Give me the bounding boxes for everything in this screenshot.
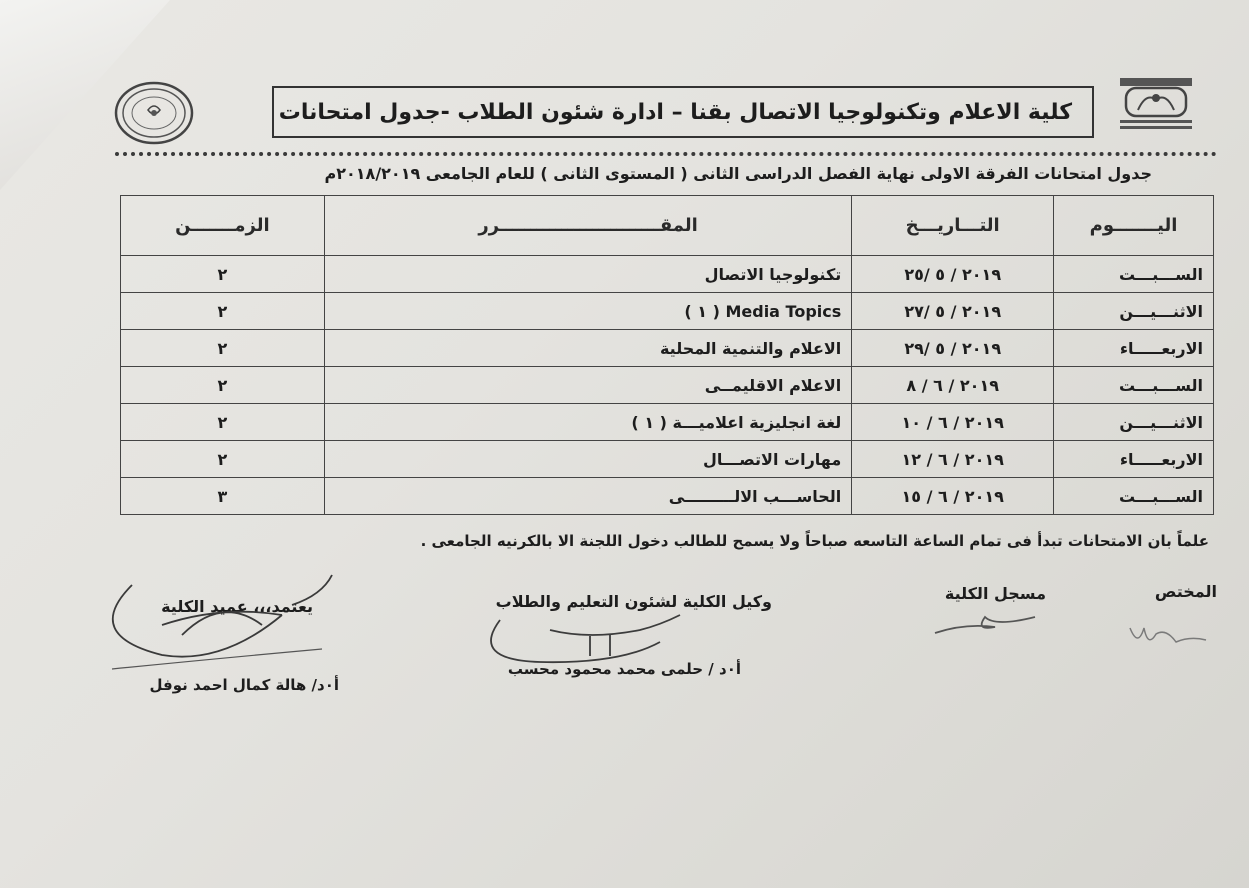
cell-day: الســـبـــت bbox=[1054, 478, 1214, 515]
vice-dean-name: أ٠د / حلمى محمد محمود محسب bbox=[507, 660, 741, 678]
schedule-subtitle: جدول امتحانات الفرقة الاولى نهاية الفصل الدراسى الثانى ( المستوى الثانى ) للعام الجامعى ٢٠١٨/٢٠١٩م bbox=[324, 164, 1152, 183]
college-logo bbox=[1116, 76, 1196, 132]
cell-course: لغة انجليزية اعلاميـــة ( ١ ) bbox=[324, 404, 851, 441]
cell-day: الاربعـــــاء bbox=[1054, 330, 1214, 367]
cell-day: الاربعـــــاء bbox=[1054, 441, 1214, 478]
cell-time: ٢ bbox=[121, 367, 325, 404]
table-row bbox=[121, 441, 1214, 478]
cell-course: Media Topics ( ١ ) bbox=[324, 293, 851, 330]
page-title: كلية الاعلام وتكنولوجيا الاتصال بقنا – ادارة شئون الطلاب -جدول امتحانات bbox=[278, 99, 1072, 125]
page-title-box bbox=[272, 86, 1094, 138]
cell-date: ٢٠١٩ / ٦ / ١٢ bbox=[852, 441, 1054, 478]
header-course: المقــــــــــــــــــــــــــرر bbox=[324, 196, 851, 256]
table-header-row bbox=[121, 196, 1214, 256]
cell-time: ٢ bbox=[121, 441, 325, 478]
dean-name: أ٠د/ هالة كمال احمد نوفل bbox=[149, 676, 339, 694]
vice-dean-title: وكيل الكلية لشئون التعليم والطلاب bbox=[495, 592, 772, 611]
cell-date: ٢٠١٩ / ٦ / ١٠ bbox=[852, 404, 1054, 441]
exam-schedule-table bbox=[120, 195, 1214, 515]
cell-time: ٢ bbox=[121, 293, 325, 330]
header-date: التـــاريـــخ bbox=[852, 196, 1054, 256]
vice-dean-signature bbox=[470, 600, 730, 680]
header-time: الزمـــــــن bbox=[121, 196, 325, 256]
cell-time: ٣ bbox=[121, 478, 325, 515]
reviewer-signature bbox=[1120, 610, 1220, 660]
exam-note: علماً بان الامتحانات تبدأ فى تمام الساعة التاسعه صباحاً ولا يسمح للطالب دخول اللجنة الا بالكرنيه الجامعى . bbox=[420, 532, 1209, 550]
table-row bbox=[121, 293, 1214, 330]
cell-time: ٢ bbox=[121, 256, 325, 293]
cell-date: ٢٠١٩ / ٦ / ١٥ bbox=[852, 478, 1054, 515]
reviewer-title: المختص bbox=[1154, 582, 1217, 601]
table-row bbox=[121, 367, 1214, 404]
cell-date: ٢٠١٩ / ٥ /٢٩ bbox=[852, 330, 1054, 367]
registrar-title: مسجل الكلية bbox=[944, 584, 1046, 603]
cell-course: مهارات الاتصـــال bbox=[324, 441, 851, 478]
table-row bbox=[121, 256, 1214, 293]
cell-time: ٢ bbox=[121, 330, 325, 367]
cell-day: الســـبـــت bbox=[1054, 367, 1214, 404]
table-row bbox=[121, 330, 1214, 367]
university-seal-logo bbox=[112, 80, 196, 146]
cell-day: الاثنـــيـــن bbox=[1054, 404, 1214, 441]
registrar-signature bbox=[925, 605, 1055, 645]
dean-title: يعتمد،،، عميد الكلية bbox=[161, 597, 313, 616]
cell-course: تكنولوجيا الاتصال bbox=[324, 256, 851, 293]
table-row bbox=[121, 404, 1214, 441]
header-day: اليـــــــوم bbox=[1054, 196, 1214, 256]
table-row bbox=[121, 478, 1214, 515]
cell-course: الحاســـب الالـــــــــى bbox=[324, 478, 851, 515]
cell-course: الاعلام والتنمية المحلية bbox=[324, 330, 851, 367]
dotted-divider bbox=[115, 152, 1217, 156]
cell-day: الاثنـــيـــن bbox=[1054, 293, 1214, 330]
cell-date: ٢٠١٩ / ٦ / ٨ bbox=[852, 367, 1054, 404]
cell-date: ٢٠١٩ / ٥ /٢٥ bbox=[852, 256, 1054, 293]
cell-date: ٢٠١٩ / ٥ /٢٧ bbox=[852, 293, 1054, 330]
cell-time: ٢ bbox=[121, 404, 325, 441]
dean-signature bbox=[92, 565, 352, 675]
cell-day: الســـبـــت bbox=[1054, 256, 1214, 293]
cell-course: الاعلام الاقليمــى bbox=[324, 367, 851, 404]
